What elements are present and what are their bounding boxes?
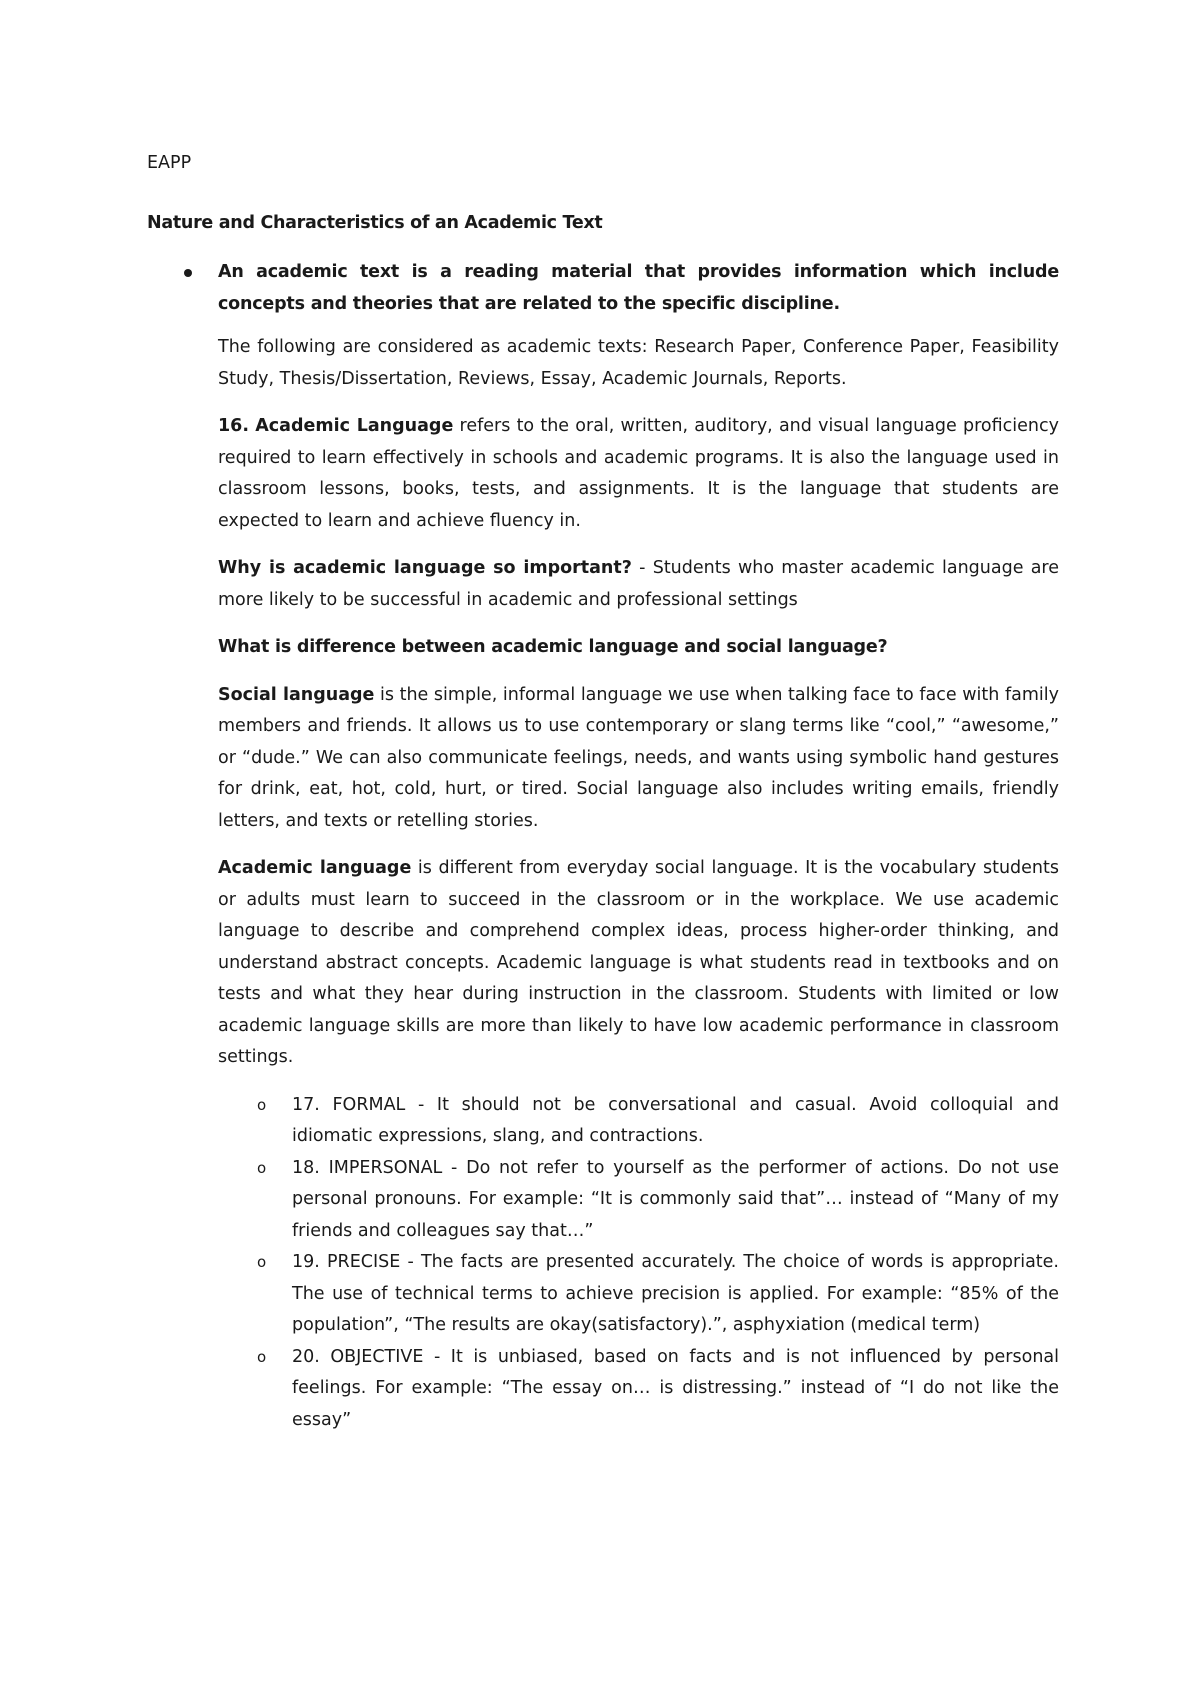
academic-language-term: Academic Language [255, 416, 454, 436]
list-marker-icon: o [257, 1158, 267, 1177]
academic-language-text: refers to the oral, written, auditory, and visual language proficiency required to learn effectively in schools and academic programs. It is also the language used in classroom lessons, books, tests, and assignments. It is the language that students are expected to learn and achieve fluency in. [218, 416, 1059, 531]
academic-language-description-text: is different from everyday social language. It is the vocabulary students or adults must learn to succeed in the classroom or in the workplace. We use academic language to describe and comprehend complex ideas, process higher-order thinking, and understand abstract concepts. Academic language is what students read in textbooks and on tests and what they hear during instruction in the classroom. Students with limited or low academic language skills are more than likely to have low academic performance in classroom settings. [218, 858, 1060, 1067]
list-item-text: 20. OBJECTIVE - It is unbiased, based on facts and is not influenced by personal feelings. For example: “The essay on… is distressing.” instead of “I do not like the essay” [292, 1346, 1059, 1430]
social-language-text: is the simple, informal language we use when talking face to face with family members and friends. It allows us to use contemporary or slang terms like “cool,” “awesome,” or “dude.” We can also communicate feelings, needs, and wants using symbolic hand gestures for drink, eat, hot, cold, hurt, or tired. Social language also includes writing emails, friendly letters, and texts or retelling stories. [218, 684, 1059, 831]
social-language-paragraph [218, 680, 1059, 838]
list-item-text: 19. PRECISE - The facts are presented accurately. The choice of words is appropriate. The use of technical terms to achieve precision is applied. For example: “85% of the population”, “The results are okay(satisfactory).”, asphyxiation (medical term) [292, 1252, 1059, 1335]
list-item-text: 17. FORMAL - It should not be conversational and casual. Avoid colloquial and idiomatic expressions, slang, and contractions. [292, 1094, 1059, 1146]
list-item [147, 1247, 1059, 1342]
social-language-term: Social language [218, 684, 375, 705]
difference-heading: What is difference between academic language and social language? [218, 637, 888, 657]
list-item [147, 1090, 1059, 1153]
academic-language-paragraph [218, 411, 1059, 537]
list-item-text: 18. IMPERSONAL - Do not refer to yourself as the performer of actions. Do not use personal pronouns. For example: “It is commonly said that”… instead of “Many of my friends and colleagues say that…” [292, 1157, 1059, 1241]
item-number: 16. [218, 416, 250, 436]
document-page [147, 148, 1059, 1436]
list-item [147, 1342, 1059, 1437]
definition-bullet [147, 257, 1059, 320]
list-item [147, 1153, 1059, 1248]
bullet-icon [184, 269, 192, 277]
importance-paragraph [218, 553, 1059, 616]
list-marker-icon: o [257, 1095, 267, 1114]
importance-answer: - Students who master academic language are more likely to be successful in academic and professional settings [218, 558, 1059, 610]
list-marker-icon: o [257, 1347, 267, 1366]
list-marker-icon: o [257, 1253, 267, 1271]
course-label: EAPP [147, 153, 192, 173]
academic-language-term-2: Academic language [218, 858, 412, 878]
academic-language-description [218, 853, 1059, 1074]
characteristics-list [147, 1090, 1059, 1437]
examples-paragraph: The following are considered as academic texts: Research Paper, Conference Paper, Feasibility Study, Thesis/Dissertation, Reviews, Essay, Academic Journals, Reports. [218, 337, 1059, 389]
indented-section [147, 332, 1059, 1074]
definition-text: An academic text is a reading material that provides information which include concepts and theories that are related to the specific discipline. [218, 262, 1059, 314]
importance-question: Why is academic language so important? [218, 558, 632, 578]
document-title: Nature and Characteristics of an Academic Text [147, 212, 603, 233]
